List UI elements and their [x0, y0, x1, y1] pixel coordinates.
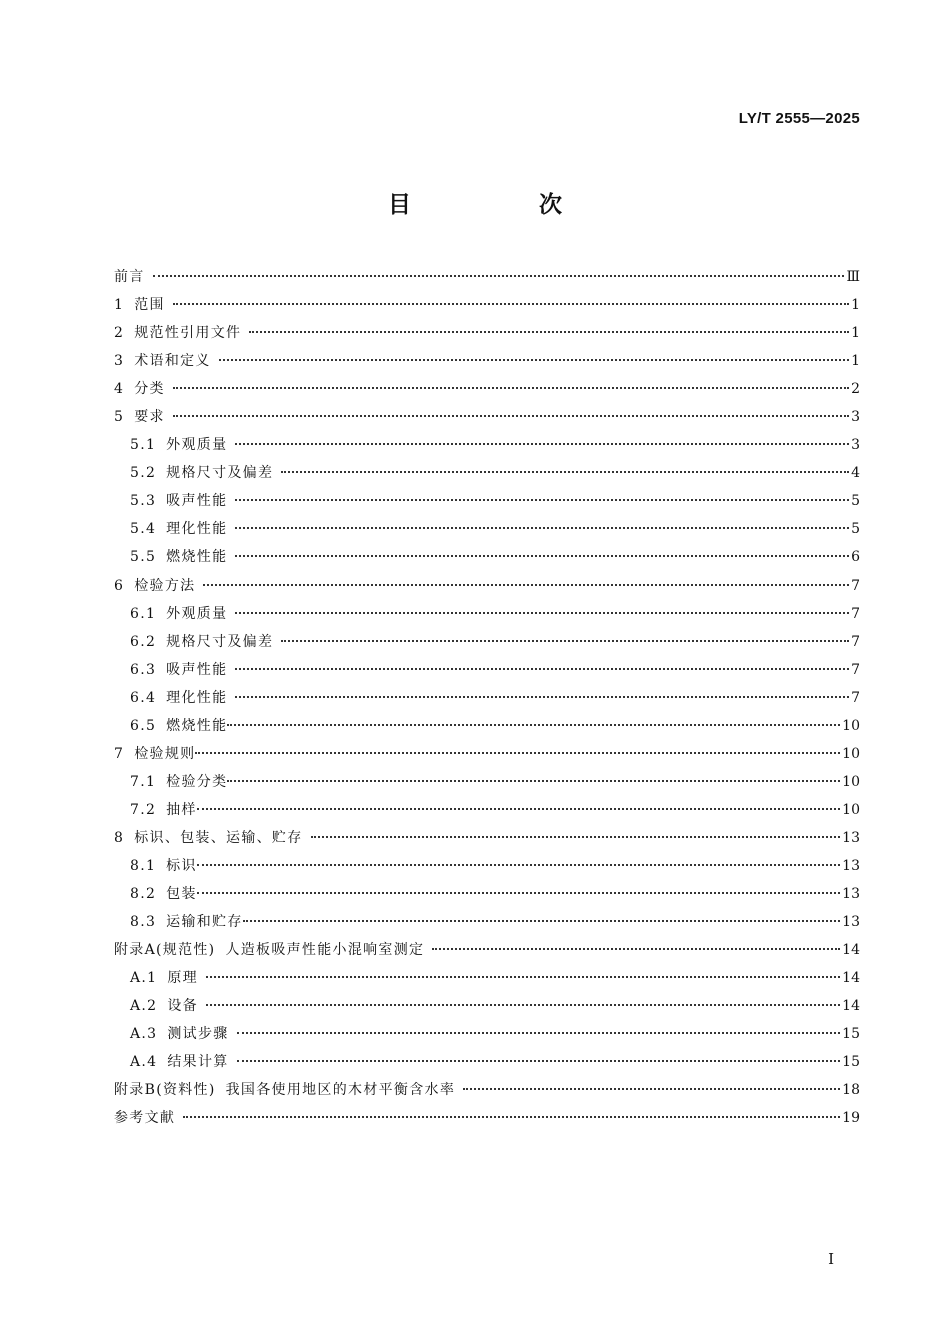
toc-entry-page: 13 [842, 886, 860, 903]
toc-entry-number: A.2 [130, 998, 158, 1015]
toc-entry-page: Ⅲ [846, 269, 860, 285]
toc-entry[interactable] [114, 378, 860, 406]
toc-dot-leader [237, 1032, 841, 1034]
toc-dot-leader [203, 584, 849, 586]
toc-entry[interactable] [114, 434, 860, 462]
toc-entry-page: 6 [851, 549, 860, 566]
toc-entry-page: 10 [842, 801, 860, 818]
toc-entry-number: 附录B(资料性) [114, 1082, 216, 1099]
toc-entry-number: 5.3 [130, 493, 157, 510]
toc-entry-page: 7 [851, 605, 860, 622]
toc-entry-label: 吸声性能 [166, 493, 228, 510]
toc-entry-page: 13 [842, 857, 860, 874]
toc-entry-page: 14 [842, 942, 860, 959]
toc-entry-page: 5 [851, 493, 860, 510]
toc-entry[interactable] [114, 827, 860, 855]
toc-entry[interactable] [114, 462, 860, 490]
toc-entry-label: 外观质量 [166, 605, 228, 622]
toc-entry-number: 5 [114, 409, 125, 426]
toc-entry-label: 燃烧性能 [166, 717, 228, 734]
table-of-contents [114, 266, 860, 1135]
toc-dot-leader [206, 976, 840, 978]
toc-entry-label: 规范性引用文件 [134, 325, 242, 342]
toc-entry-label: 术语和定义 [134, 353, 211, 370]
toc-dot-leader [173, 415, 849, 417]
toc-dot-leader [311, 836, 841, 838]
toc-entry-number: 4 [114, 381, 125, 398]
toc-entry-number: A.4 [130, 1054, 158, 1071]
toc-entry[interactable] [114, 631, 860, 659]
toc-entry-page: 3 [851, 437, 860, 454]
toc-dot-leader [235, 499, 849, 501]
toc-entry-number: 6 [114, 577, 125, 594]
toc-entry-label: 外观质量 [166, 437, 228, 454]
toc-entry-label: 理化性能 [166, 521, 228, 538]
toc-entry[interactable] [114, 687, 860, 715]
toc-dot-leader [197, 808, 840, 810]
toc-entry-page: 19 [842, 1110, 860, 1127]
toc-entry-label: 标识 [166, 857, 197, 874]
toc-dot-leader [153, 275, 845, 277]
toc-entry[interactable] [114, 1051, 860, 1079]
toc-entry-number: 3 [114, 353, 125, 370]
toc-entry-page: 1 [851, 297, 860, 314]
toc-entry-number: 6.5 [130, 717, 157, 734]
toc-entry[interactable] [114, 967, 860, 995]
toc-entry-number: 2 [114, 325, 125, 342]
toc-entry-page: 15 [842, 1054, 860, 1071]
toc-entry-number: A.3 [130, 1026, 158, 1043]
toc-dot-leader [197, 892, 840, 894]
toc-dot-leader [235, 527, 849, 529]
toc-entry[interactable] [114, 939, 860, 967]
toc-entry-page: 7 [851, 689, 860, 706]
toc-entry-page: 18 [842, 1082, 860, 1099]
toc-dot-leader [463, 1088, 840, 1090]
toc-entry-label: 吸声性能 [166, 661, 228, 678]
toc-entry[interactable] [114, 911, 860, 939]
toc-dot-leader [235, 612, 849, 614]
toc-dot-leader [219, 359, 849, 361]
toc-entry-page: 14 [842, 970, 860, 987]
toc-entry-number: 8 [114, 829, 125, 846]
toc-entry-number: 附录A(规范性) [114, 942, 216, 959]
toc-entry-number: 7.2 [130, 801, 157, 818]
toc-dot-leader [197, 864, 840, 866]
toc-dot-leader [281, 471, 849, 473]
toc-entry-label: 结果计算 [167, 1054, 229, 1071]
toc-dot-leader [227, 724, 840, 726]
toc-dot-leader [281, 640, 849, 642]
toc-entry-label: 原理 [167, 970, 198, 987]
toc-entry-page: 1 [851, 325, 860, 342]
toc-entry[interactable] [114, 715, 860, 743]
toc-entry-number: 8.1 [130, 857, 157, 874]
toc-entry[interactable] [114, 266, 860, 294]
toc-entry-label: 前言 [114, 269, 145, 285]
toc-entry-page: 10 [842, 717, 860, 734]
toc-entry[interactable] [114, 743, 860, 771]
toc-entry[interactable] [114, 771, 860, 799]
toc-entry-label: 分类 [134, 381, 165, 398]
toc-entry[interactable] [114, 518, 860, 546]
toc-dot-leader [235, 668, 849, 670]
page-number: I [828, 1250, 834, 1268]
toc-entry-number: 5.1 [130, 437, 157, 454]
toc-entry-label: 包装 [166, 886, 197, 903]
toc-entry-label: 理化性能 [166, 689, 228, 706]
toc-entry-number: 6.2 [130, 633, 157, 650]
toc-entry-number: 6.1 [130, 605, 157, 622]
toc-dot-leader [173, 387, 849, 389]
toc-dot-leader [249, 331, 849, 333]
toc-entry-number: 6.3 [130, 661, 157, 678]
toc-entry-page: 10 [842, 773, 860, 790]
standard-code: LY/T 2555—2025 [738, 110, 860, 127]
toc-entry-label: 抽样 [166, 801, 197, 818]
toc-entry-label: 范围 [134, 297, 165, 314]
toc-entry-page: 13 [842, 829, 860, 846]
toc-entry-number: 7.1 [130, 773, 157, 790]
toc-entry-page: 3 [851, 409, 860, 426]
toc-entry-number: 5.5 [130, 549, 157, 566]
toc-entry-label: 要求 [134, 409, 165, 426]
toc-dot-leader [235, 555, 849, 557]
page-title: 目 次 [387, 192, 622, 218]
toc-entry-number: 8.2 [130, 886, 157, 903]
toc-entry-number: 8.3 [130, 914, 157, 931]
toc-entry-page: 13 [842, 914, 860, 931]
toc-entry[interactable] [114, 406, 860, 434]
toc-entry[interactable] [114, 799, 860, 827]
toc-entry[interactable] [114, 294, 860, 322]
toc-entry-number: 7 [114, 745, 125, 762]
toc-entry-page: 1 [851, 353, 860, 370]
toc-entry[interactable] [114, 659, 860, 687]
toc-entry[interactable] [114, 883, 860, 911]
toc-entry-label: 标识、包装、运输、贮存 [134, 829, 303, 846]
toc-entry-page: 14 [842, 998, 860, 1015]
toc-entry-page: 7 [851, 633, 860, 650]
toc-dot-leader [195, 752, 840, 754]
toc-entry[interactable] [114, 603, 860, 631]
toc-entry-page: 7 [851, 661, 860, 678]
toc-dot-leader [235, 696, 849, 698]
toc-dot-leader [432, 948, 840, 950]
toc-dot-leader [237, 1060, 841, 1062]
toc-entry-label: 测试步骤 [167, 1026, 229, 1043]
toc-entry-label: 我国各使用地区的木材平衡含水率 [225, 1082, 456, 1099]
toc-entry-label: 人造板吸声性能小混响室测定 [225, 942, 425, 959]
toc-entry-label: 检验分类 [166, 773, 228, 790]
toc-entry-page: 15 [842, 1026, 860, 1043]
toc-dot-leader [243, 920, 841, 922]
toc-entry-label: 设备 [167, 998, 198, 1015]
toc-entry-label: 参考文献 [114, 1110, 176, 1127]
toc-entry-page: 10 [842, 745, 860, 762]
toc-entry-page: 5 [851, 521, 860, 538]
toc-entry[interactable] [114, 855, 860, 883]
toc-dot-leader [183, 1116, 840, 1118]
toc-dot-leader [206, 1004, 840, 1006]
toc-entry[interactable] [114, 1079, 860, 1107]
toc-entry-page: 7 [851, 577, 860, 594]
toc-dot-leader [227, 780, 840, 782]
toc-dot-leader [235, 443, 849, 445]
toc-entry-label: 检验规则 [134, 745, 196, 762]
toc-entry-number: 1 [114, 297, 125, 314]
toc-entry-label: 规格尺寸及偏差 [166, 633, 274, 650]
toc-entry[interactable] [114, 546, 860, 574]
toc-entry[interactable] [114, 995, 860, 1023]
toc-entry-number: A.1 [130, 970, 158, 987]
toc-entry-number: 6.4 [130, 689, 157, 706]
toc-entry[interactable] [114, 490, 860, 518]
toc-dot-leader [173, 303, 849, 305]
toc-entry[interactable] [114, 1023, 860, 1051]
toc-entry[interactable] [114, 1107, 860, 1135]
toc-entry-number: 5.4 [130, 521, 157, 538]
toc-entry-label: 检验方法 [134, 577, 196, 594]
toc-entry-page: 2 [851, 381, 860, 398]
toc-entry-label: 规格尺寸及偏差 [166, 465, 274, 482]
toc-entry-page: 4 [851, 465, 860, 482]
toc-entry-number: 5.2 [130, 465, 157, 482]
toc-entry-label: 燃烧性能 [166, 549, 228, 566]
toc-entry[interactable] [114, 575, 860, 603]
toc-entry[interactable] [114, 322, 860, 350]
toc-entry[interactable] [114, 350, 860, 378]
toc-entry-label: 运输和贮存 [166, 914, 243, 931]
